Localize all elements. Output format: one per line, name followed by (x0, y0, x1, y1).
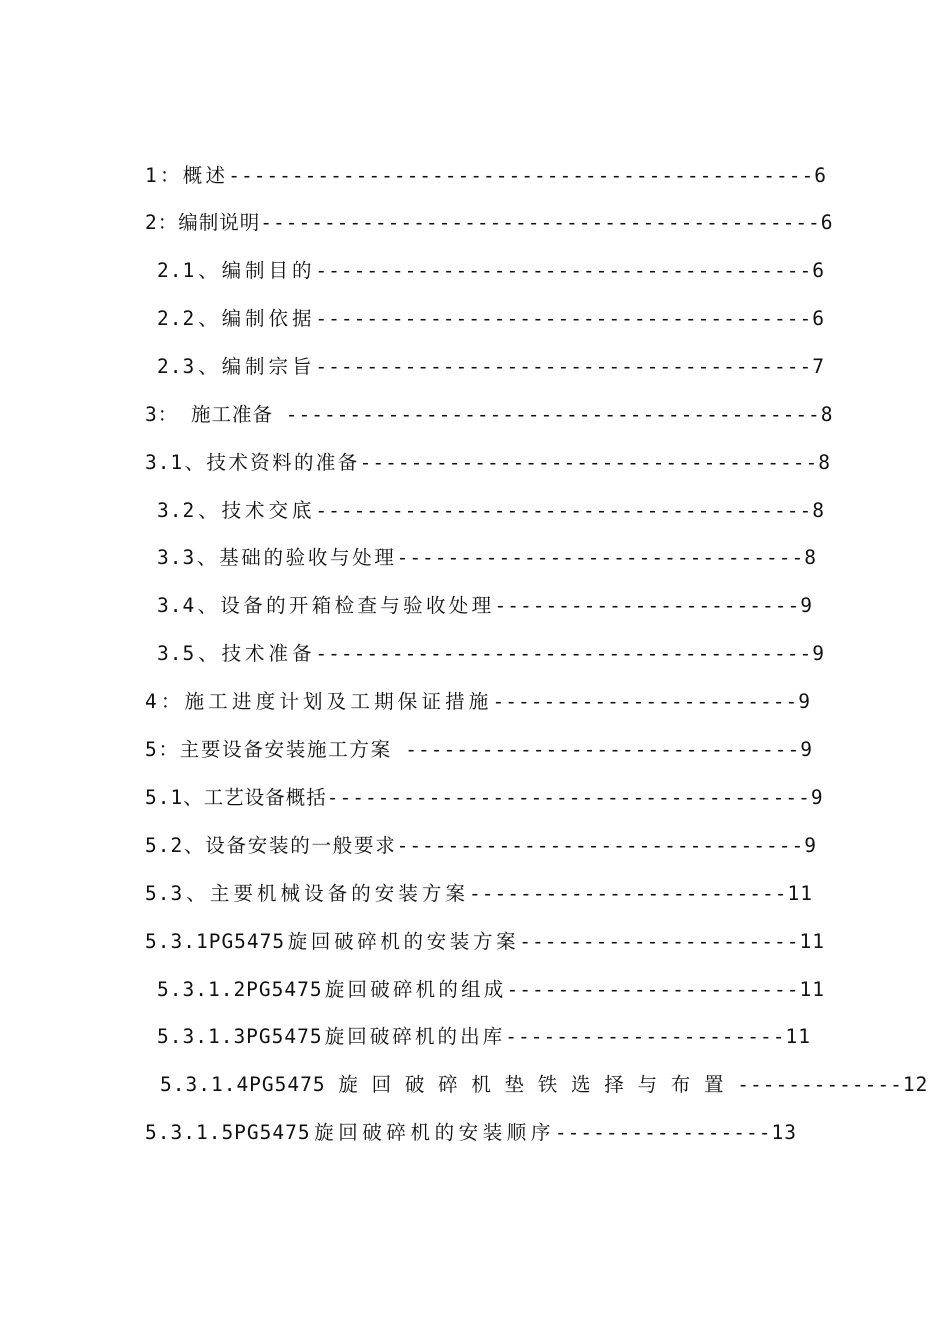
toc-entry[interactable]: 3.3、基础的验收与处理--------------------------------8 (157, 546, 817, 569)
toc-entry[interactable]: 3.5、技术准备---------------------------------------9 (157, 642, 825, 665)
toc-entry[interactable]: 4：施工进度计划及工期保证措施------------------------9 (145, 690, 811, 713)
toc-entry[interactable]: 2.2、编制依据---------------------------------------6 (157, 307, 825, 330)
toc-entry[interactable]: 3.4、设备的开箱检查与验收处理------------------------9 (157, 594, 813, 617)
toc-entry[interactable]: 2.1、编制目的---------------------------------------6 (157, 259, 825, 282)
toc-entry[interactable]: 3.1、技术资料的准备------------------------------------8 (145, 451, 831, 474)
toc-entry[interactable]: 5.2、设备安装的一般要求--------------------------------9 (145, 834, 817, 857)
toc-entry[interactable]: 5.1、工艺设备概括--------------------------------------9 (145, 786, 824, 809)
toc-entry[interactable]: 5.3.1.5PG5475旋回破碎机的安装顺序-----------------13 (145, 1121, 797, 1144)
toc-entry[interactable]: 5：主要设备安装施工方案 -------------------------------9 (145, 738, 813, 761)
toc-entry[interactable]: 5.3.1.3PG5475旋回破碎机的出库----------------------11 (157, 1025, 811, 1048)
toc-entry[interactable]: 2.3、编制宗旨---------------------------------------7 (157, 355, 825, 378)
toc-entry[interactable]: 3.2、技术交底---------------------------------------8 (157, 499, 825, 522)
toc-entry[interactable]: 5.3.1.4PG5475 旋 回 破 碎 机 垫 铁 选 择 与 布 置 -------------12 (160, 1073, 929, 1096)
toc-entry[interactable]: 2：编制说明--------------------------------------------6 (145, 211, 834, 234)
toc-entry[interactable]: 5.3.1.2PG5475旋回破碎机的组成-----------------------11 (157, 978, 825, 1001)
toc-entry[interactable]: 5.3.1PG5475旋回破碎机的安装方案----------------------11 (145, 930, 825, 953)
toc-entry[interactable]: 5.3、主要机械设备的安装方案-------------------------11 (145, 882, 813, 905)
toc-entry[interactable]: 1：概述----------------------------------------------6 (145, 164, 827, 187)
toc-entry[interactable]: 3： 施工准备 ------------------------------------------8 (145, 403, 834, 426)
